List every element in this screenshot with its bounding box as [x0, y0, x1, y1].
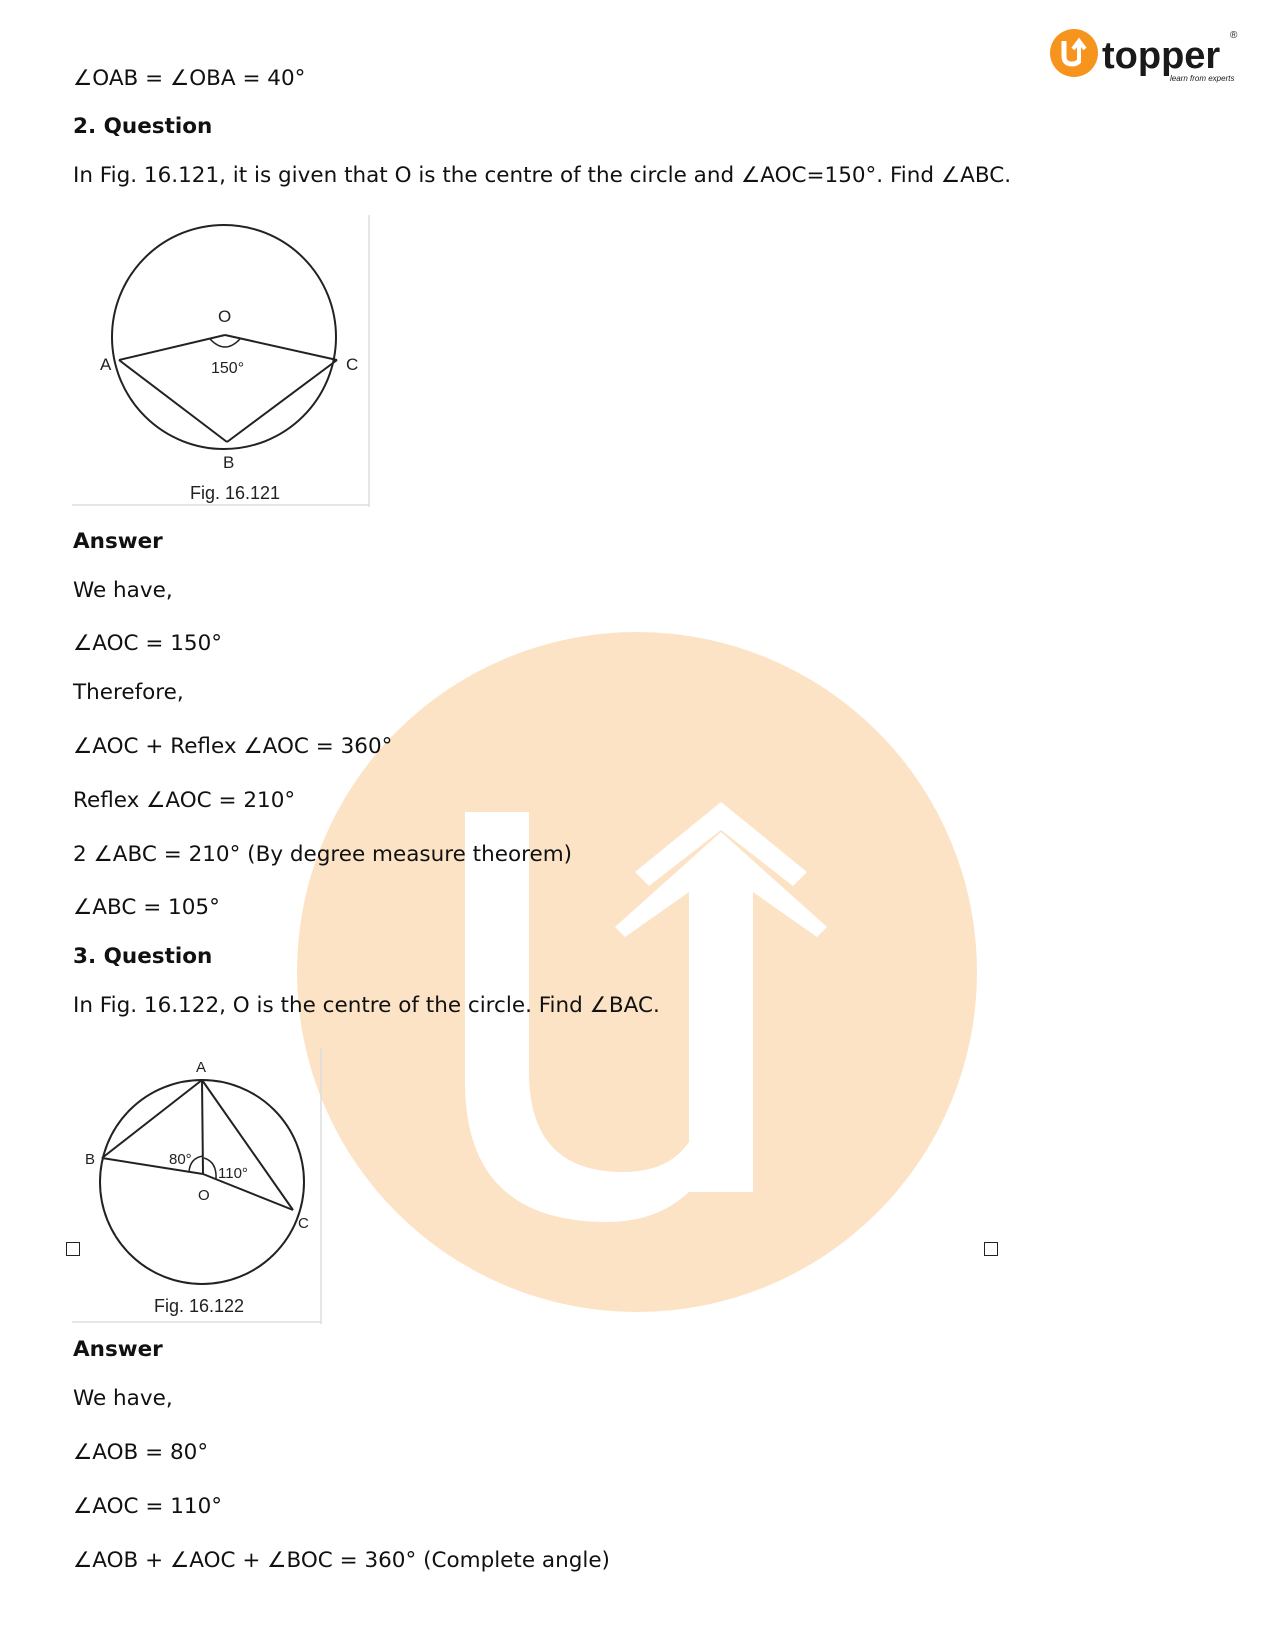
text-line-l9: Reflex ∠AOC = 210°	[73, 788, 296, 813]
text-line-l7: Therefore,	[73, 680, 184, 705]
answer-heading-1: Answer	[73, 529, 163, 554]
label-a: A	[100, 355, 112, 374]
segment-oa	[119, 335, 225, 360]
label-angle-80: 80°	[169, 1151, 192, 1168]
checkbox-right[interactable]	[984, 1242, 998, 1256]
text-line-l5: We have,	[73, 578, 173, 603]
segment-ac	[202, 1080, 293, 1210]
figure-16-121	[72, 215, 372, 507]
question-3-heading: 3. Question	[73, 944, 213, 969]
figure-caption: Fig. 16.121	[190, 483, 281, 503]
label-angle-150: 150°	[211, 360, 245, 377]
text-line-l6: ∠AOC = 150°	[73, 631, 223, 656]
question-2-text: In Fig. 16.121, it is given that O is the centre of the circle and ∠AOC=150°. Find ∠ABC.	[73, 163, 1012, 188]
answer-heading-2: Answer	[73, 1337, 163, 1362]
brand-logo	[1046, 26, 1246, 88]
label-o: O	[198, 1187, 210, 1204]
text-line-l8: ∠AOC + Reflex ∠AOC = 360°	[73, 734, 393, 759]
checkbox-left[interactable]	[66, 1242, 80, 1256]
watermark-logo	[297, 632, 977, 1312]
figure-16-122	[72, 1048, 324, 1324]
brand-tagline: learn from experts	[1170, 74, 1235, 83]
text-line-l16: ∠AOB = 80°	[73, 1440, 209, 1465]
brand-logo-icon	[1050, 29, 1098, 77]
text-line-l15: We have,	[73, 1386, 173, 1411]
angle-arc	[210, 339, 240, 347]
question-3-text: In Fig. 16.122, O is the centre of the circle. Find ∠BAC.	[73, 993, 660, 1018]
label-angle-110: 110°	[218, 1165, 248, 1182]
text-line-l1: ∠OAB = ∠OBA = 40°	[73, 66, 306, 91]
segment-oc	[225, 335, 337, 360]
question-2-heading: 2. Question	[73, 114, 213, 139]
segment-ao	[202, 1080, 203, 1174]
label-c: C	[298, 1215, 309, 1232]
label-a: A	[196, 1059, 207, 1076]
text-line-l10: 2 ∠ABC = 210° (By degree measure theorem)	[73, 842, 573, 867]
figure-caption: Fig. 16.122	[154, 1296, 245, 1316]
label-c: C	[346, 355, 359, 374]
registered-mark: ®	[1230, 30, 1238, 41]
brand-name: topper	[1102, 35, 1221, 77]
label-o: O	[218, 307, 232, 326]
circle	[112, 225, 336, 449]
text-line-l18: ∠AOB + ∠AOC + ∠BOC = 360° (Complete angle)	[73, 1548, 610, 1573]
label-b: B	[223, 453, 235, 472]
text-line-l17: ∠AOC = 110°	[73, 1494, 223, 1519]
label-b: B	[85, 1151, 96, 1168]
text-line-l11: ∠ABC = 105°	[73, 895, 220, 920]
segment-ab	[102, 1080, 202, 1158]
